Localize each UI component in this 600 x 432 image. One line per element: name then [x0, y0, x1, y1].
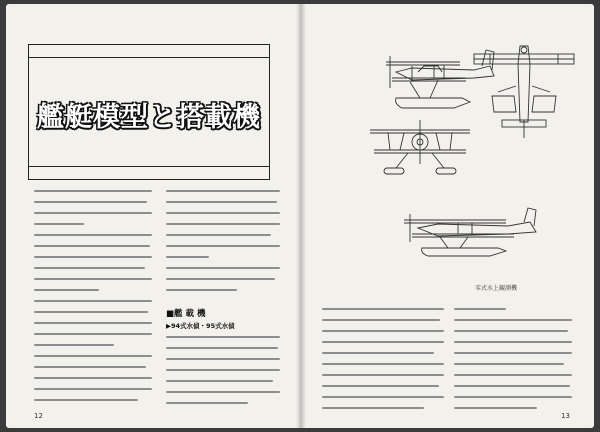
section-heading: ■艦 載 機 — [166, 309, 206, 319]
sub-heading: ▶94式水偵・95式水偵 — [166, 322, 235, 330]
text-line — [34, 263, 152, 274]
text-line — [454, 392, 572, 403]
text-line — [454, 381, 572, 392]
text-line — [166, 296, 280, 307]
text-line — [34, 230, 152, 241]
text-line — [166, 365, 280, 376]
text-line — [322, 381, 444, 392]
text-line — [322, 337, 444, 348]
text-line — [166, 285, 280, 296]
page-gutter-shadow — [296, 4, 306, 428]
text-line — [34, 208, 152, 219]
text-line — [322, 370, 444, 381]
text-line — [34, 296, 152, 307]
text-line — [34, 285, 152, 296]
text-line — [166, 376, 280, 387]
text-line — [34, 318, 152, 329]
text-line — [454, 315, 572, 326]
text-line — [166, 186, 280, 197]
text-line — [34, 219, 152, 230]
text-line — [166, 230, 280, 241]
text-line — [34, 351, 152, 362]
page-number-left: 12 — [34, 412, 43, 420]
text-line — [166, 208, 280, 219]
text-line — [166, 354, 280, 365]
text-line — [166, 332, 280, 343]
text-line — [322, 348, 444, 359]
aircraft-side-view-lower-drawing — [398, 204, 548, 262]
page-title: 艦艇模型と搭載機 — [37, 102, 261, 133]
text-line — [34, 340, 152, 351]
text-line — [166, 398, 280, 409]
text-line — [34, 373, 152, 384]
text-line — [454, 370, 572, 381]
text-line — [166, 241, 280, 252]
text-line — [166, 343, 280, 354]
text-line — [322, 326, 444, 337]
text-line — [454, 348, 572, 359]
text-line — [166, 197, 280, 208]
magazine-spread — [6, 4, 594, 428]
text-line — [454, 403, 572, 414]
left-column-2-text — [166, 186, 280, 409]
text-line — [322, 304, 444, 315]
aircraft-top-view-drawing — [470, 42, 580, 142]
text-line — [34, 384, 152, 395]
text-line — [322, 315, 444, 326]
text-line — [34, 241, 152, 252]
text-line — [166, 219, 280, 230]
right-column-1-text — [322, 304, 444, 414]
right-page — [300, 4, 594, 428]
text-line — [322, 403, 444, 414]
left-column-1-text — [34, 186, 152, 406]
text-line — [322, 392, 444, 403]
title-box — [28, 44, 270, 180]
text-line — [34, 395, 152, 406]
text-line — [166, 263, 280, 274]
figure-caption: 零式水上観測機 — [475, 285, 518, 292]
text-line — [454, 359, 572, 370]
text-line — [34, 252, 152, 263]
text-line — [34, 329, 152, 340]
text-line — [166, 274, 280, 285]
text-line — [34, 307, 152, 318]
text-line — [454, 337, 572, 348]
text-line — [34, 197, 152, 208]
text-line — [454, 304, 572, 315]
text-line — [322, 359, 444, 370]
text-line — [454, 326, 572, 337]
text-line — [166, 252, 280, 263]
text-line — [34, 362, 152, 373]
right-column-2-text — [454, 304, 572, 414]
aircraft-front-view-drawing — [366, 116, 476, 186]
text-line — [34, 186, 152, 197]
left-page — [6, 4, 300, 428]
text-line — [34, 274, 152, 285]
page-number-right: 13 — [561, 412, 570, 420]
text-line — [166, 387, 280, 398]
